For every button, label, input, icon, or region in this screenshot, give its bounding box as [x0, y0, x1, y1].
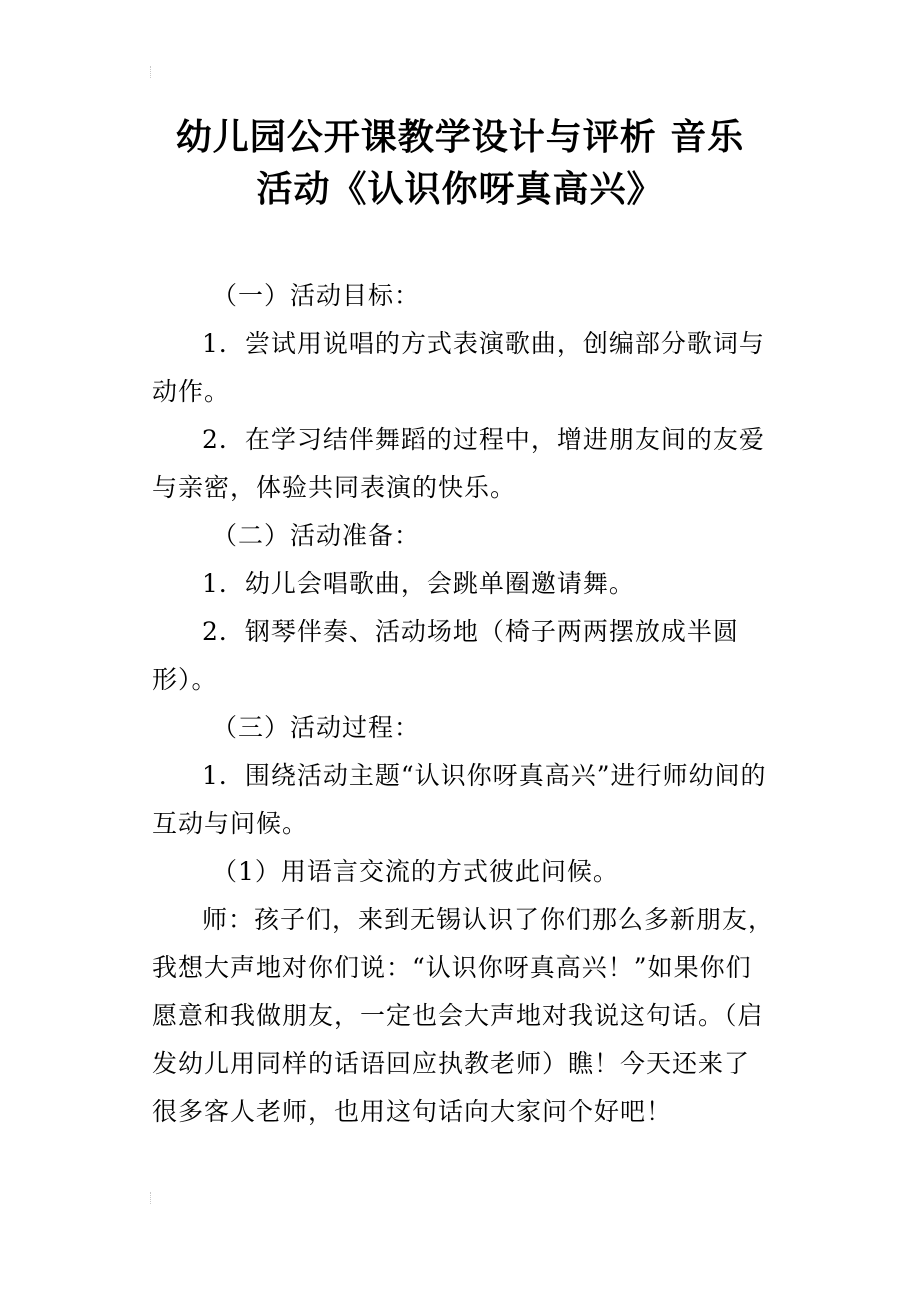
document-title: [150, 112, 770, 216]
document-body: [152, 272, 774, 1136]
paragraph: 1．尝试用说唱的方式表演歌曲，创编部分歌词与动作。: [152, 329, 765, 406]
sub-heading: （1）用语言交流的方式彼此问候。: [212, 857, 619, 886]
paragraph: 师：孩子们，来到无锡认识了你们那么多新朋友，我想大声地对你们说：“认识你呀真高兴！”如果你们愿意和我做朋友，一定也会大声地对我说这句话。（启发幼儿用同样的话语回应执教老师）瞧！今天还来了很多客人老师，也用这句话向大家问个好吧！: [152, 905, 775, 1126]
page-corner-mark: [150, 66, 159, 78]
section-heading: （三）活动过程：: [212, 713, 421, 742]
title-line-2: 活动《认识你呀真高兴》: [256, 169, 664, 210]
paragraph: 1．围绕活动主题“认识你呀真高兴”进行师幼间的互动与问候。: [152, 761, 767, 838]
paragraph: 2．在学习结伴舞蹈的过程中，增进朋友间的友爱与亲密，体验共同表演的快乐。: [152, 425, 765, 502]
section-heading: （二）活动准备：: [212, 521, 421, 550]
section-heading: （一）活动目标：: [212, 281, 421, 310]
paragraph: 1．幼儿会唱歌曲，会跳单圈邀请舞。: [202, 569, 635, 598]
title-line-1: 幼儿园公开课教学设计与评析 音乐: [175, 117, 745, 158]
page-corner-mark: [150, 1192, 159, 1204]
paragraph: 2．钢琴伴奏、活动场地（椅子两两摆放成半圆形）。: [152, 617, 739, 694]
